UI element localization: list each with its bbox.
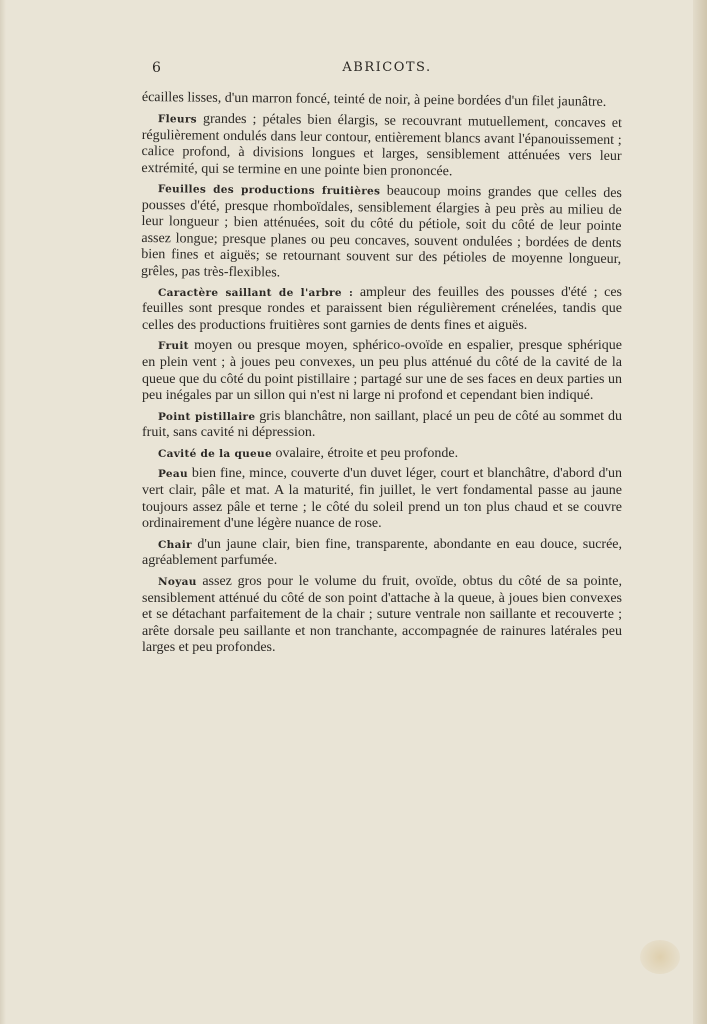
paragraph-label: Chair	[158, 538, 192, 551]
paragraph-text: beaucoup moins grandes que celles des pousses d'été, presque rhomboïdales, sensiblement élargies à peu près au milieu de leur longueur ; bien atténuées, soit du côté du pétiole, soit du côté de leur pointe assez longue; presque planes ou peu concaves, souvent ondulées ; bordées de dents bien fines et aiguës; se retournant souvent sur des pétioles de moyenne longueur, grêles, pas très-flexibles.	[140, 183, 622, 281]
paragraph-label: Peau	[158, 468, 188, 481]
paragraph-cavite	[142, 446, 622, 463]
paragraph-text: gris blanchâtre, non saillant, placé un peu de côté au sommet du fruit, sans cavité ni dépression.	[142, 408, 622, 441]
paragraph-text: assez gros pour le volume du fruit, ovoïde, obtus du côté de sa pointe, sensiblement atténué du côté de son point d'attache à la queue, à joues bien convexes et se détachant parfaitement de la chair ; suture ventrale non saillante et recouverte ; arête dorsale peu saillante et non tranchante, accompagnée de rainures latérales peu larges et peu profondes.	[142, 574, 622, 656]
paragraph-feuilles	[141, 181, 622, 286]
page-number: 6	[152, 60, 161, 76]
paragraph-text: bien fine, mince, couverte d'un duvet léger, court et blanchâtre, d'abord d'un vert clair, pâle et mat. A la maturité, fin juillet, le vert fondamental passe au jaune toujours assez pâle et terne ; le côté du soleil prend un ton plus chaud et se couvre ordinairement d'une légère nuance de rose.	[142, 466, 622, 532]
paragraph-chair	[142, 537, 622, 570]
paragraph-label: Caractère saillant de l'arbre :	[158, 286, 354, 299]
paragraph-fruit	[142, 338, 622, 404]
paragraph-peau	[142, 466, 622, 532]
page-edge	[693, 0, 707, 1024]
paragraph-text: d'un jaune clair, bien fine, transparente, abondante en eau douce, sucrée, agréablement parfumée.	[142, 536, 622, 569]
paragraph-text: moyen ou presque moyen, sphérico-ovoïde en espalier, presque sphérique en plein vent ; à joues peu convexes, un peu plus atténué du côté de la cavité de la queue que du côté du point pistillaire ; partagé sur une de ses faces en deux parties un peu inégales par un sillon qui n'est ni large ni profond et cependant bien indiqué.	[142, 338, 622, 404]
paragraph-noyau	[142, 574, 622, 657]
body-text	[142, 90, 622, 661]
paragraph-label: Cavité de la queue	[158, 447, 272, 460]
paragraph-fleurs	[141, 111, 622, 182]
paragraph-text: écailles lisses, d'un marron foncé, teinté de noir, à peine bordées d'un filet jaunâtre.	[141, 90, 607, 110]
paragraph-text: ovalaire, étroite et peu profonde.	[271, 445, 459, 461]
paragraph-label: Feuilles des productions fruitières	[157, 183, 381, 198]
paper-stain	[640, 940, 680, 974]
paragraph-text: ampleur des feuilles des pousses d'été ; ces feuilles sont presque rondes et paraissent bien régulièrement crénelées, tandis que celles des productions fruitières sont garnies de dents fines et aiguës.	[142, 284, 622, 333]
page-header	[152, 60, 622, 80]
paragraph-label: Noyau	[158, 576, 197, 589]
paragraph-caractere	[142, 285, 622, 335]
page-gutter-shadow	[0, 0, 6, 1024]
paragraph-label: Fleurs	[157, 112, 197, 126]
paragraph-continuation	[142, 90, 622, 112]
paragraph-text: grandes ; pétales bien élargis, se recouvrant mutuellement, concaves et régulièrement ondulés dans leur contour, entièrement blancs avant l'épanouissement ; calice profond, à divisions longues et larges, sensiblement atténuées vers leur extrémité, qui se termine en une pointe bien prononcée.	[141, 111, 622, 179]
paragraph-point-pistillaire	[142, 409, 622, 442]
running-title: ABRICOTS.	[342, 60, 432, 75]
paragraph-label: Fruit	[158, 340, 189, 353]
paragraph-label: Point pistillaire	[158, 410, 256, 423]
